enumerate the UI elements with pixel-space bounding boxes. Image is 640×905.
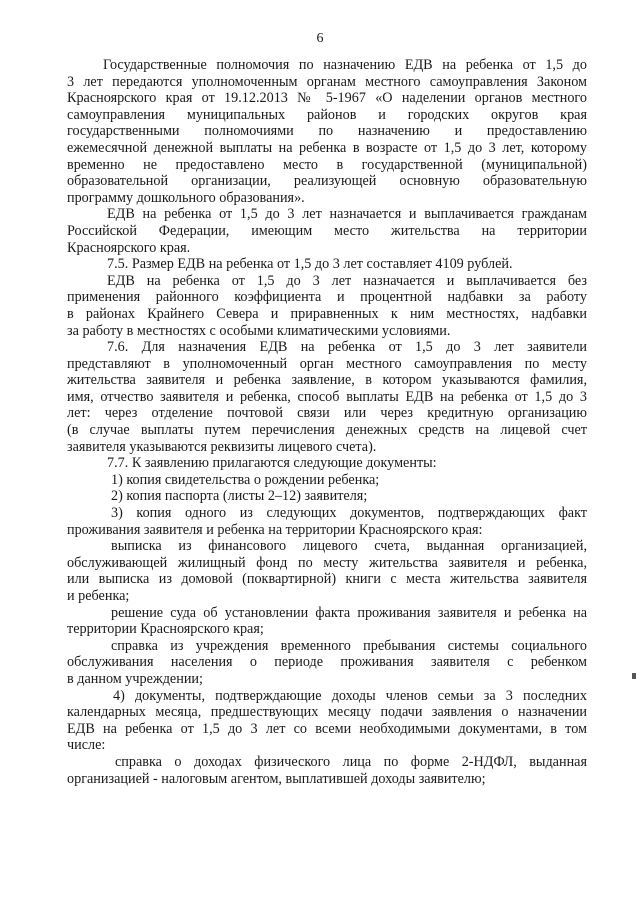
scan-edge-mark: [632, 673, 636, 679]
text-line: в районах Крайнего Севера и приравненных к ним местностях, надбавки: [67, 305, 587, 322]
text-line: применения районного коэффициента и процентной надбавки за работу: [67, 289, 587, 306]
text-line: жительства заявителя и ребенка заявление, в котором указываются фамилия,: [67, 372, 587, 389]
text-line: Российской Федерации, имеющим место жительства на территории: [67, 222, 587, 239]
text-line: 7.6. Для назначения ЕДВ на ребенка от 1,5 до 3 лет заявители: [107, 339, 587, 356]
text-line: ЕДВ на ребенка от 1,5 до 3 лет со всеми необходимыми документами, в том: [67, 720, 587, 737]
text-line: 1) копия свидетельства о рождении ребенка;: [111, 471, 380, 488]
text-line: за работу в местностях с особыми климатическими условиями.: [67, 322, 451, 339]
text-line: программу дошкольного образования».: [67, 189, 305, 206]
text-line: самоуправления муниципальных районов и городских округов края: [67, 106, 587, 123]
text-line: ЕДВ на ребенка от 1,5 до 3 лет назначается и выплачивается гражданам: [107, 206, 587, 223]
text-line: ежемесячной денежной выплаты на ребенка в возрасте от 1,5 до 3 лет, которому: [67, 139, 587, 156]
text-line: обслуживающей жилищный фонд по месту жительства заявителя и ребенка,: [67, 554, 587, 571]
text-line: имя, отчество заявителя и ребенка, способ выплаты ЕДВ на ребенка от 1,5 до 3: [67, 388, 587, 405]
text-line: выписка из финансового лицевого счета, выданная организацией,: [111, 538, 587, 555]
text-line: в данном учреждении;: [67, 670, 203, 687]
text-line: представляют в уполномоченный орган местного самоуправления по месту: [67, 355, 587, 372]
text-line: лет: через отделение почтовой связи или через кредитную организацию: [67, 405, 587, 422]
text-line: справка о доходах физического лица по форме 2-НДФЛ, выданная: [115, 753, 587, 770]
text-line: 4) документы, подтверждающие доходы членов семьи за 3 последних: [113, 687, 587, 704]
text-line: временно не предоставлено место в государственной (муниципальной): [67, 156, 587, 173]
text-line: проживания заявителя и ребенка на территории Красноярского края:: [67, 521, 483, 538]
document-body: [67, 57, 587, 787]
text-line: календарных месяца, предшествующих месяцу подачи заявления о назначении: [67, 704, 587, 721]
text-line: государственными полномочиями по назначению и предоставлению: [67, 123, 587, 140]
text-line: Государственные полномочия по назначению ЕДВ на ребенка от 1,5 до: [103, 57, 587, 73]
text-line: ЕДВ на ребенка от 1,5 до 3 лет назначается и выплачивается без: [107, 272, 587, 289]
text-line: 2) копия паспорта (листы 2–12) заявителя;: [111, 488, 368, 505]
text-line: образовательной организации, реализующей основную образовательную: [67, 173, 587, 190]
text-line: 3) копия одного из следующих документов, подтверждающих факт: [111, 505, 587, 522]
text-line: решение суда об установлении факта проживания заявителя и ребенка на: [111, 604, 587, 621]
text-line: обслуживания населения о периоде проживания заявителя с ребенком: [67, 654, 587, 671]
text-line: 7.5. Размер ЕДВ на ребенка от 1,5 до 3 лет составляет 4109 рублей.: [107, 256, 513, 273]
page-number: 6: [316, 31, 324, 46]
text-line: справка из учреждения временного пребывания системы социального: [111, 637, 587, 654]
text-line: Красноярского края.: [67, 239, 191, 256]
text-line: или выписка из домовой (поквартирной) книги с места жительства заявителя: [67, 571, 587, 588]
text-line: Красноярского края от 19.12.2013 № 5-1967 «О наделении органов местного: [67, 90, 587, 107]
text-line: и ребенка;: [67, 588, 130, 604]
text-line: территории Красноярского края;: [67, 621, 264, 638]
text-line: числе:: [67, 737, 106, 754]
text-line: организацией - налоговым агентом, выплатившей доходы заявителю;: [67, 770, 486, 787]
text-line: (в случае выплаты путем перечисления денежных средств на лицевой счет: [67, 422, 587, 439]
text-line: заявителя указываются реквизиты лицевого счета).: [67, 438, 377, 455]
text-line: 7.7. К заявлению прилагаются следующие документы:: [107, 455, 437, 472]
text-line: 3 лет передаются уполномоченным органам местного самоуправления Законом: [67, 73, 587, 90]
